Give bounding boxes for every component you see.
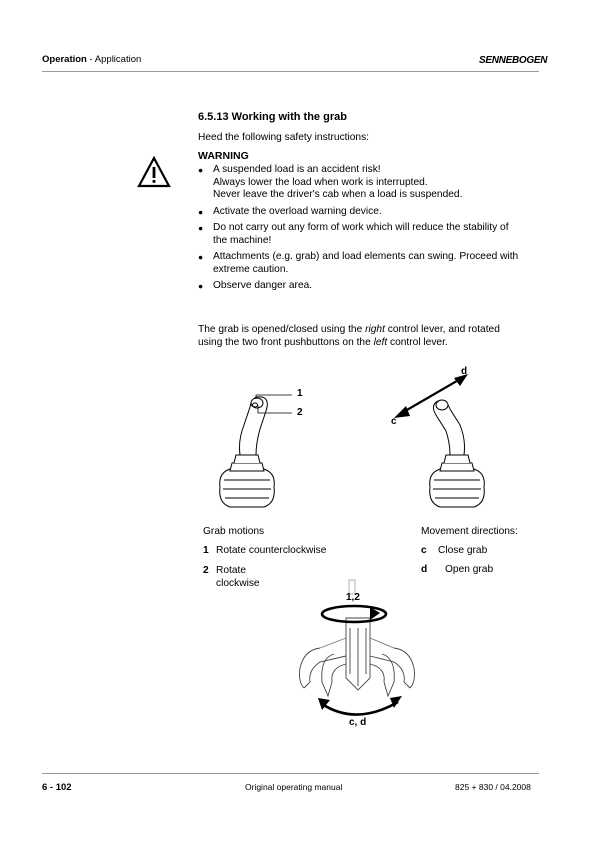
item-text: Rotate counterclockwise xyxy=(216,545,327,556)
item-number: 2 xyxy=(203,565,209,576)
item-text: Rotate xyxy=(216,565,247,576)
direction-arrow-icon xyxy=(392,372,472,422)
list-item-line: ● Activate the overload warning device. xyxy=(213,205,382,217)
paragraph-text: control lever. xyxy=(387,337,448,348)
list-item-line: ● Do not carry out any form of work which will reduce the stability of xyxy=(213,222,509,233)
brand-logo: SENNEBOGEN xyxy=(479,55,548,66)
list-item xyxy=(203,564,260,590)
footer-divider xyxy=(42,773,539,774)
list-item-line: ● A suspended load is an accident risk! xyxy=(213,164,381,175)
intro-text: Heed the following safety instructions: xyxy=(198,132,370,143)
footer-right-text: 825 + 830 / 04.2008 xyxy=(455,782,531,792)
footer-center-text: Original operating manual xyxy=(245,782,343,792)
item-number: d xyxy=(421,564,428,575)
page-header xyxy=(42,54,141,65)
list-item-line: ● Observe danger area. xyxy=(213,280,313,291)
callout-c: c xyxy=(391,416,397,427)
item-number: c xyxy=(421,545,427,556)
list-item-line: ● Attachments (e.g. grab) and load elements can swing. Proceed with xyxy=(213,251,519,262)
item-text: clockwise xyxy=(216,578,260,589)
callout-1: 1 xyxy=(297,388,303,399)
list-item-line: Never leave the driver's cab when a load is suspended. xyxy=(213,189,463,200)
header-divider xyxy=(42,71,539,72)
page-number: 6 - 102 xyxy=(42,782,72,793)
header-subsection: - Application xyxy=(86,54,142,65)
item-text: Close grab xyxy=(438,545,488,556)
instruction-paragraph xyxy=(198,323,543,349)
list-item xyxy=(203,545,326,556)
callout-1-2: 1,2 xyxy=(346,592,360,603)
list-item-line: the machine! xyxy=(213,234,272,246)
list-item xyxy=(421,545,487,556)
list-item xyxy=(198,251,543,276)
callout-lines xyxy=(254,391,294,421)
grab-motions-title: Grab motions xyxy=(203,526,265,537)
paragraph-emphasis: right xyxy=(365,324,385,335)
warning-label: WARNING xyxy=(198,150,249,162)
item-text: Open grab xyxy=(445,564,494,575)
callout-d: d xyxy=(461,366,468,377)
header-section: Operation xyxy=(42,54,87,65)
list-item-line: extreme caution. xyxy=(213,263,289,275)
list-item xyxy=(421,564,493,575)
warning-triangle-icon xyxy=(137,156,171,188)
warning-list xyxy=(198,164,543,297)
paragraph-text: using the two front pushbuttons on the xyxy=(198,337,374,348)
section-title: 6.5.13 Working with the grab xyxy=(198,111,347,123)
paragraph-text: The grab is opened/closed using the xyxy=(198,324,366,335)
paragraph-emphasis: left xyxy=(373,337,388,348)
callout-2: 2 xyxy=(297,407,303,418)
paragraph-text: control lever, and rotated xyxy=(384,324,500,335)
list-item-line: Always lower the load when work is interrupted. xyxy=(213,176,428,188)
list-item xyxy=(198,164,543,202)
list-item xyxy=(198,206,543,219)
list-item xyxy=(198,222,543,247)
movement-directions-title: Movement directions: xyxy=(421,526,518,537)
callout-c-d: c, d xyxy=(349,717,367,728)
item-number: 1 xyxy=(203,545,209,556)
list-item xyxy=(198,280,543,293)
